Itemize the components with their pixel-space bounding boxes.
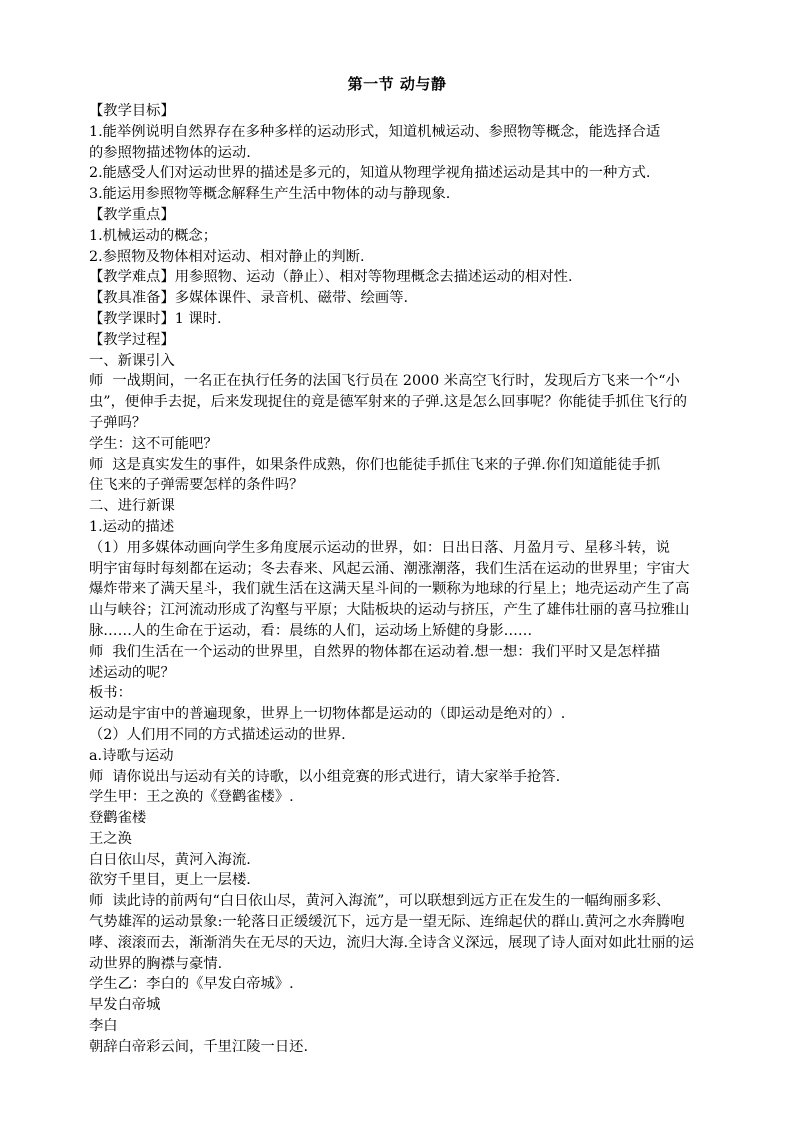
text-line: 3.能运用参照物等概念解释生产生活中物体的动与静现象. — [89, 186, 451, 203]
text-line: 1.运动的描述 — [89, 518, 175, 535]
text-line: 早发白帝城 — [89, 997, 161, 1014]
text-line: 学生甲：王之涣的《登鹳雀楼》. — [89, 789, 294, 806]
text-line: 【教学目标】 — [89, 103, 175, 119]
text-line: 师 请你说出与运动有关的诗歌，以小组竞赛的形式进行，请大家举手抢答. — [89, 768, 561, 785]
page-title: 第一节 动与静 — [347, 75, 447, 93]
text-line: a.诗歌与运动 — [89, 747, 174, 764]
text-line: 2.能感受人们对运动世界的描述是多元的，知道从物理学视角描述运动是其中的一种方式. — [89, 165, 651, 182]
text-line: 【教具准备】多媒体课件、录音机、磁带、绘画等. — [89, 290, 409, 307]
text-line: 明宇宙每时每刻都在运动；冬去春来、风起云涌、潮涨潮落，我们生活在运动的世界里；宇宙大 — [89, 560, 690, 577]
text-line: 1.能举例说明自然界存在多种多样的运动形式，知道机械运动、参照物等概念，能选择合适 — [89, 123, 661, 140]
text-line: 运动是宇宙中的普遍现象，世界上一切物体都是运动的（即运动是绝对的）. — [89, 706, 566, 723]
text-line: 爆炸带来了满天星斗，我们就生活在这满天星斗间的一颗称为地球的行星上；地壳运动产生了高 — [89, 581, 690, 598]
text-line: 【教学重点】 — [89, 206, 175, 223]
text-line: 学生乙：李白的《早发白帝城》. — [89, 976, 294, 993]
text-line: 【教学难点】用参照物、运动（静止）、相对等物理概念去描述运动的相对性. — [89, 269, 573, 286]
text-line: 述运动的呢？ — [89, 664, 175, 681]
text-line: 师 读此诗的前两句“白日依山尽，黄河入海流”，可以联想到远方正在发生的一幅绚丽多彩、 — [89, 893, 671, 910]
text-line: 白日依山尽，黄河入海流. — [89, 851, 251, 868]
text-line: 虫”，便伸手去捉，后来发现捉住的竟是德军射来的子弹.这是怎么回事呢？你能徒手抓住飞行的 — [89, 394, 688, 411]
document-body — [89, 101, 741, 1058]
text-line: 欲穷千里目，更上一层楼. — [89, 872, 251, 889]
text-line: 山与峡谷；江河流动形成了沟壑与平原；大陆板块的运动与挤压，产生了雄伟壮丽的喜马拉雅山 — [89, 602, 690, 619]
text-line: 【教学课时】1 课时. — [89, 310, 222, 327]
text-line: 王之涣 — [89, 830, 132, 847]
text-line: 哮、滚滚而去，渐渐消失在无尽的天边，流归大海.全诗含义深远，展现了诗人面对如此壮丽的运 — [89, 934, 695, 951]
text-line: 二、进行新课 — [89, 498, 175, 515]
text-line: 学生：这不可能吧？ — [89, 435, 218, 452]
text-line: 李白 — [89, 1018, 118, 1035]
text-line: 住飞来的子弹需要怎样的条件吗？ — [89, 477, 304, 494]
text-line: 2.参照物及物体相对运动、相对静止的判断. — [89, 248, 365, 265]
text-line: 脉……人的生命在于运动，看：晨练的人们，运动场上矫健的身影…… — [89, 622, 533, 639]
text-line: 一、新课引入 — [89, 352, 175, 369]
text-line: 师 一战期间，一名正在执行任务的法国飞行员在 2000 米高空飞行时，发现后方飞来一个“小 — [89, 373, 680, 390]
text-line: 1.机械运动的概念； — [89, 227, 218, 244]
text-line: （2）人们用不同的方式描述运动的世界. — [89, 726, 346, 743]
text-line: 登鹳雀楼 — [89, 810, 147, 827]
text-line: 师 我们生活在一个运动的世界里，自然界的物体都在运动着.想一想：我们平时又是怎样描 — [89, 643, 661, 660]
text-line: 子弹吗？ — [89, 414, 147, 431]
text-line: 的参照物描述物体的运动. — [89, 144, 251, 161]
text-line: 气势雄浑的运动景象:一轮落日正缓缓沉下，远方是一望无际、连绵起伏的群山.黄河之水奔腾咆 — [89, 914, 685, 931]
text-line: （1）用多媒体动画向学生多角度展示运动的世界，如：日出日落、月盈月亏、星移斗转，说 — [89, 539, 670, 556]
text-line: 朝辞白帝彩云间，千里江陵一日还. — [89, 1038, 308, 1055]
text-line: 师 这是真实发生的事件，如果条件成熟，你们也能徒手抓住飞来的子弹.你们知道能徒手抓 — [89, 456, 661, 473]
text-line: 动世界的胸襟与豪情. — [89, 955, 223, 972]
text-line: 【教学过程】 — [89, 331, 175, 348]
text-line: 板书： — [89, 685, 132, 702]
